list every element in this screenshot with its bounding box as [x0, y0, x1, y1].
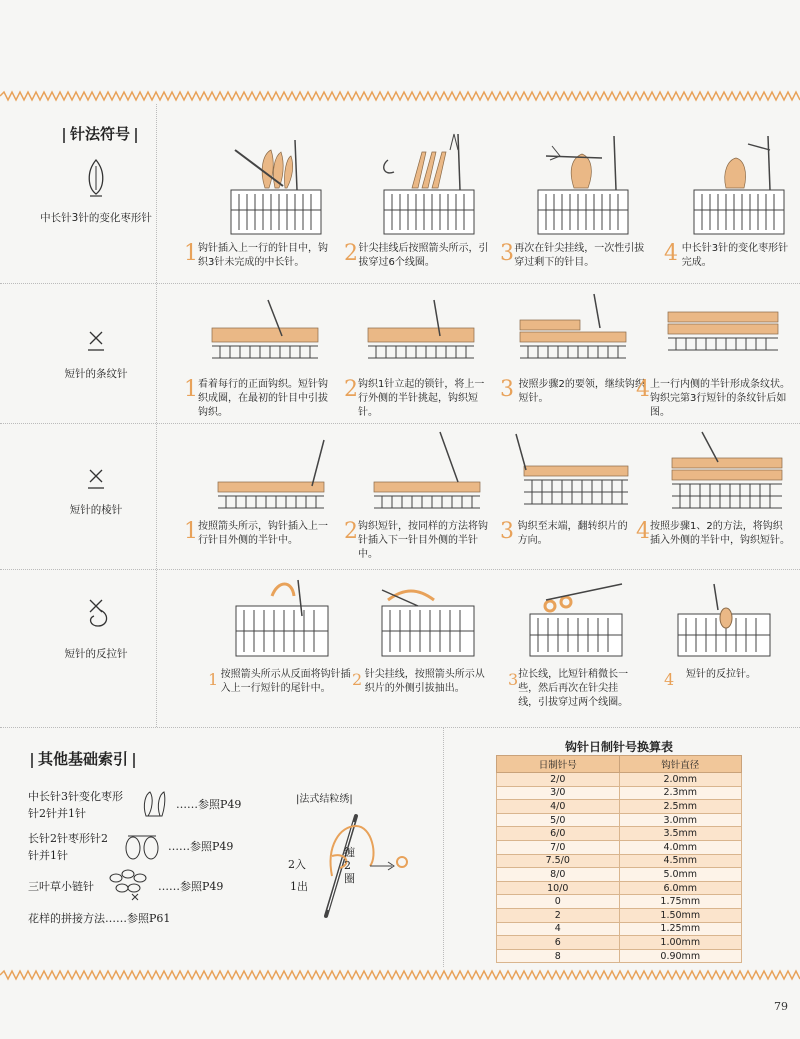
french-knot-diagram — [296, 806, 426, 926]
step-illustration — [526, 580, 626, 666]
ridge-single-crochet-symbol-icon — [56, 466, 136, 492]
stitch-label: 短针的反拉针 — [64, 648, 128, 660]
bottom-zigzag-border — [0, 969, 800, 981]
index-item: 花样的拼接方法……参照P61 — [28, 912, 171, 925]
row-divider — [0, 283, 800, 284]
section-title-stitches: 针法符号 — [58, 123, 142, 144]
table-row: 2 1.50mm — [497, 908, 742, 922]
step-illustration — [688, 130, 788, 238]
hook-table-title: 钩针日制针号换算表 — [564, 740, 673, 754]
step-item: 4 短针的反拉针。 — [664, 669, 756, 689]
step-item: 3 拉长线，比短针稍微长一些，然后再次在针尖挂线，引拔穿过两个线圈。 — [508, 669, 629, 708]
step-illustration — [232, 576, 332, 662]
row-divider — [0, 569, 800, 570]
back-post-single-crochet-symbol-icon — [56, 596, 136, 630]
index-item: 长针2针枣形针2 针并1针 — [28, 832, 108, 862]
step-illustration — [208, 296, 323, 366]
table-row: 2/0 2.0mm — [497, 773, 742, 787]
index-item: 三叶草小链针 — [28, 880, 94, 893]
back-loop-single-crochet-symbol-icon — [56, 328, 136, 354]
stitch-label: 中长针3针的变化枣形针 — [40, 212, 152, 224]
step-item: 3 钩织至末端，翻转织片的方向。 — [500, 519, 628, 546]
step-item: 1 按照箭头所示，钩针插入上一行针目外侧的半针中。 — [184, 519, 328, 546]
step-illustration — [214, 436, 329, 516]
step-illustration — [664, 292, 784, 366]
hook-size-table — [496, 755, 742, 963]
column-divider — [443, 727, 444, 967]
step-item: 2 针尖挂线，按照箭头所示从织片的外侧引拔抽出。 — [352, 669, 485, 694]
table-row: 8 0.90mm — [497, 949, 742, 963]
puff-cluster-symbol-icon — [140, 786, 168, 822]
stitch-label: 短针的条纹针 — [64, 368, 128, 380]
step-illustration — [674, 580, 774, 666]
clover-picot-symbol-icon — [106, 866, 154, 904]
column-divider — [156, 104, 157, 727]
step-item: 2 针尖挂线后按照箭头所示，引拔穿过6个线圈。 — [344, 241, 489, 268]
step-illustration — [516, 292, 631, 366]
step-item: 2 钩织短针，按同样的方法将钩针插入下一针目外侧的半针中。 — [344, 519, 488, 560]
embroidery-label-in: 2入 — [288, 858, 306, 871]
table-row: 4 1.25mm — [497, 922, 742, 936]
bobble-cluster-symbol-icon — [122, 832, 162, 862]
step-item: 4 按照步骤1、2的方法，将钩织插入外侧的半针中，钩织短针。 — [636, 519, 790, 546]
page-number: 79 — [774, 1000, 788, 1013]
table-row: 7.5/0 4.5mm — [497, 854, 742, 868]
step-illustration — [512, 430, 634, 516]
row-divider — [0, 423, 800, 424]
step-illustration — [225, 130, 325, 238]
step-illustration — [370, 430, 485, 516]
step-item: 1 看着每行的正面钩织。短针钩织成圈，在最初的针目中引拔钩织。 — [184, 377, 328, 418]
table-row: 3/0 2.3mm — [497, 786, 742, 800]
page-reference: ……参照P49 — [158, 880, 224, 893]
step-item: 4 中长针3针的变化枣形针完成。 — [664, 241, 789, 268]
table-row: 0 1.75mm — [497, 895, 742, 909]
table-row: 6 1.00mm — [497, 936, 742, 950]
step-illustration — [378, 130, 478, 238]
column-header: 日制针号 — [497, 756, 620, 773]
page-reference: ……参照P49 — [168, 840, 234, 853]
embroidery-label-out: 1出 — [290, 880, 308, 893]
column-header: 钩针直径 — [619, 756, 742, 773]
table-header-row — [497, 756, 742, 773]
section-title-index: 其他基础索引 — [26, 748, 140, 769]
embroidery-title: |法式结粒绣| — [296, 794, 353, 805]
stitch-label: 短针的棱针 — [69, 504, 123, 516]
step-illustration — [668, 430, 788, 516]
table-row: 5/0 3.0mm — [497, 813, 742, 827]
page-reference: ……参照P49 — [176, 798, 242, 811]
embroidery-label-wrap: 缠2圈 — [344, 846, 355, 885]
step-item: 3 再次在针尖挂线，一次性引拔穿过剩下的针目。 — [500, 241, 645, 268]
step-item: 1 钩针插入上一行的针目中，钩织3针未完成的中长针。 — [184, 241, 328, 268]
table-row: 10/0 6.0mm — [497, 881, 742, 895]
modified-puff-stitch-symbol-icon — [56, 158, 136, 198]
step-illustration — [532, 130, 632, 238]
table-row: 6/0 3.5mm — [497, 827, 742, 841]
index-item: 中长针3针变化枣形 针2针并1针 — [28, 790, 123, 820]
step-illustration — [378, 576, 478, 662]
table-row: 4/0 2.5mm — [497, 800, 742, 814]
top-zigzag-border — [0, 90, 800, 102]
table-row: 7/0 4.0mm — [497, 840, 742, 854]
step-illustration — [364, 296, 479, 366]
row-divider — [0, 727, 800, 728]
step-item: 1 按照箭头所示从反面将钩针插入上一行短针的尾针中。 — [208, 669, 351, 694]
table-row: 8/0 5.0mm — [497, 868, 742, 882]
step-item: 4 上一行内侧的半针形成条纹状。钩织完第3行短针的条纹针后如图。 — [636, 377, 790, 418]
step-item: 3 按照步骤2的要领，继续钩织短针。 — [500, 377, 645, 404]
step-item: 2 钩织1针立起的锁针，将上一行外侧的半针挑起，钩织短针。 — [344, 377, 485, 418]
